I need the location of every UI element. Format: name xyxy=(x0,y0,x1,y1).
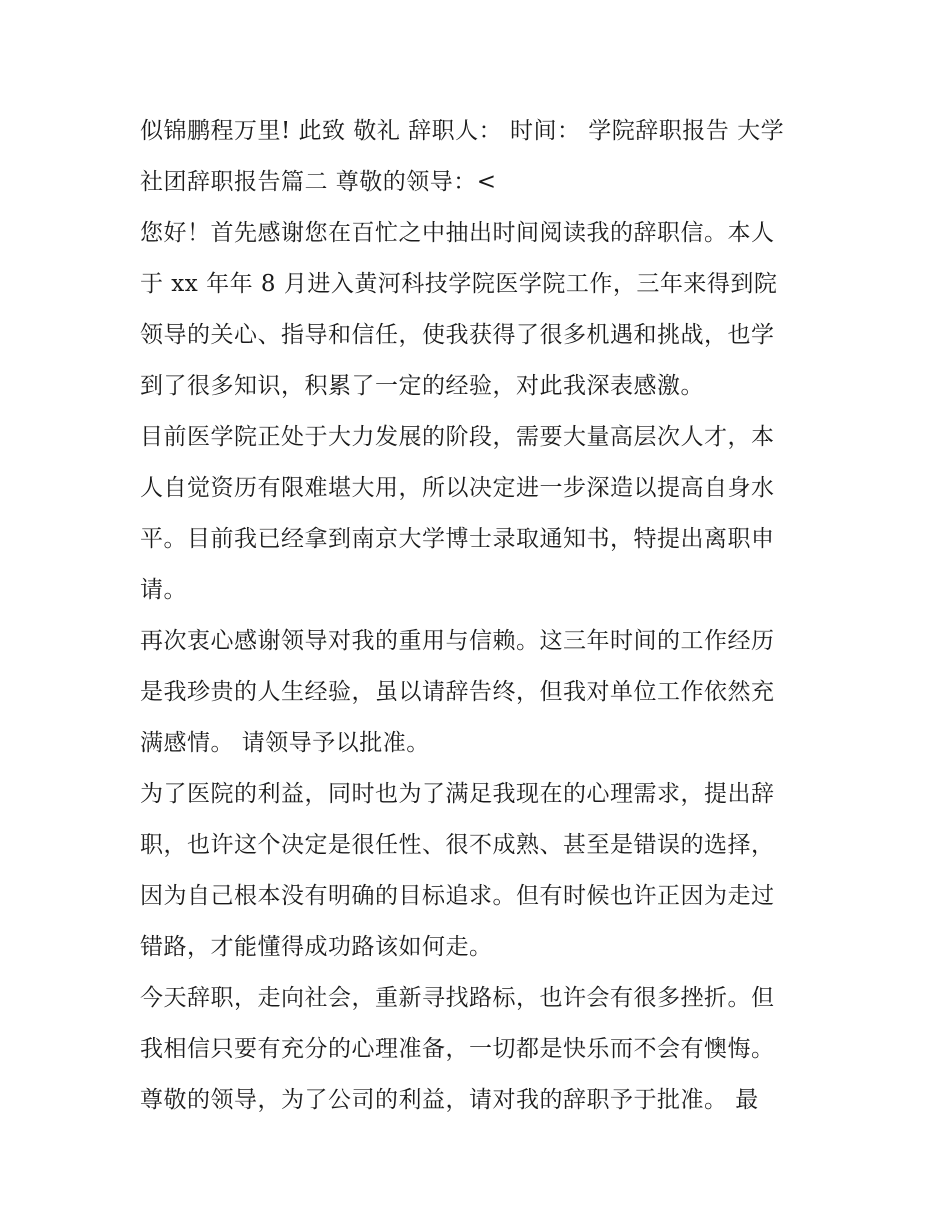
text-line: 尊敬的领导，为了公司的利益，请对我的辞职予于批准。 最 xyxy=(140,1087,759,1113)
paragraph-decision xyxy=(140,769,820,973)
text-line: 于 xx 年年 8 月进入黄河科技学院医学院工作，三年来得到院 xyxy=(140,271,778,297)
paragraph-closing xyxy=(140,106,820,208)
text-line: 再次衷心感谢领导对我的重用与信赖。这三年时间的工作经历 xyxy=(140,628,775,654)
text-line: 到了很多知识，积累了一定的经验，对此我深表感激。 xyxy=(140,373,704,399)
text-line: 因为自己根本没有明确的目标追求。但有时候也许正因为走过 xyxy=(140,883,775,909)
text-line: 错路，才能懂得成功路该如何走。 xyxy=(140,934,493,960)
paragraph-future xyxy=(140,973,820,1126)
text-line: 我相信只要有充分的心理准备，一切都是快乐而不会有懊悔。 xyxy=(140,1036,775,1062)
text-line: 目前医学院正处于大力发展的阶段，需要大量高层次人才，本 xyxy=(140,424,775,450)
paragraph-thanks xyxy=(140,616,820,769)
document-body xyxy=(140,106,820,1126)
text-line: 满感情。 请领导予以批准。 xyxy=(140,730,430,756)
text-line: 今天辞职，走向社会，重新寻找路标，也许会有很多挫折。但 xyxy=(140,985,775,1011)
text-line: 为了医院的利益，同时也为了满足我现在的心理需求，提出辞 xyxy=(140,781,775,807)
paragraph-reason xyxy=(140,412,820,616)
text-line: 您好！首先感谢您在百忙之中抽出时间阅读我的辞职信。本人 xyxy=(140,220,775,246)
text-line: 似锦鹏程万里! 此致 敬礼 辞职人： 时间： 学院辞职报告 大学 xyxy=(140,118,785,144)
text-line: 人自觉资历有限难堪大用，所以决定进一步深造以提高自身水 xyxy=(140,475,775,501)
text-line: 是我珍贵的人生经验，虽以请辞告终，但我对单位工作依然充 xyxy=(140,679,775,705)
paragraph-greeting xyxy=(140,208,820,412)
text-line: 平。目前我已经拿到南京大学博士录取通知书，特提出离职申 xyxy=(140,526,775,552)
text-line: 领导的关心、指导和信任，使我获得了很多机遇和挑战，也学 xyxy=(140,322,775,348)
text-line: 职，也许这个决定是很任性、很不成熟、甚至是错误的选择， xyxy=(140,832,775,858)
text-line: 请。 xyxy=(140,577,187,603)
text-line: 社团辞职报告篇二 尊敬的领导：< xyxy=(140,169,497,195)
